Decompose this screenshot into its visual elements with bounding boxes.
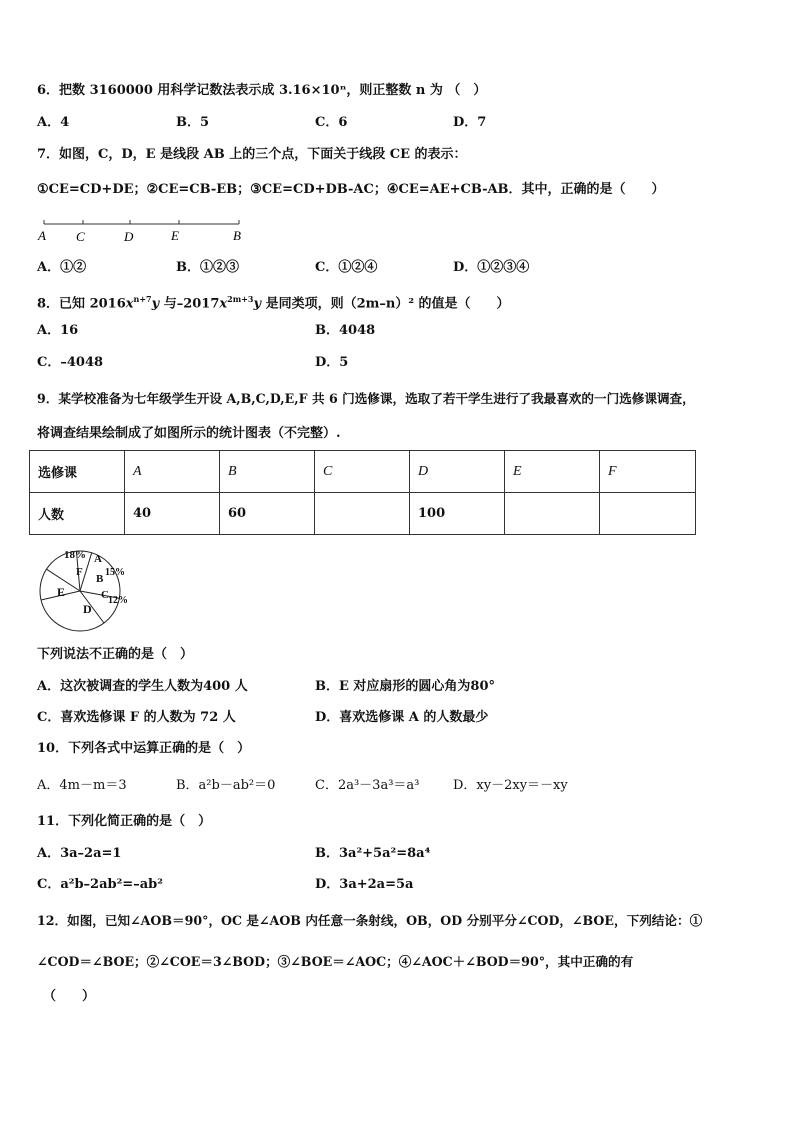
pie-label-e: E: [57, 585, 66, 599]
q11-option-b[interactable]: B．3a²+5a²=8a⁴: [315, 846, 431, 861]
pie-label-b-percent: 15%: [105, 567, 125, 578]
q9-option-c[interactable]: C．喜欢选修课 F 的人数为 72 人: [37, 710, 236, 725]
q8-stem-part2: 与–2017: [159, 296, 220, 312]
q11-option-d[interactable]: D．3a+2a=5a: [315, 877, 414, 892]
table-course-b: B: [220, 451, 315, 493]
pie-chart: [38, 549, 128, 635]
q8-stem-part3: 是同类项，则（2m–n）² 的值是（ ）: [261, 296, 510, 312]
q11-option-a[interactable]: A．3a–2a=1: [37, 846, 122, 861]
table-count-a: 40: [125, 493, 220, 535]
pie-label-c-percent: 12%: [108, 595, 128, 606]
q10-option-b[interactable]: B．a²b－ab²＝0: [176, 778, 276, 793]
q7-option-c[interactable]: C．①②④: [315, 260, 378, 275]
point-label-a: A: [38, 228, 46, 243]
q11-stem: 11．下列化简正确的是（ ）: [37, 814, 212, 829]
table-count-c: [315, 493, 410, 535]
q8-option-a[interactable]: A．16: [37, 323, 79, 338]
pie-label-c: C: [101, 589, 109, 601]
table-row-label: 人数: [30, 493, 125, 535]
q9-option-a[interactable]: A．这次被调查的学生人数为400 人: [37, 679, 248, 694]
point-label-c: C: [76, 229, 85, 244]
q9-question: 下列说法不正确的是（ ）: [37, 647, 194, 662]
q7-option-b[interactable]: B．①②③: [176, 260, 239, 275]
pie-label-f-percent: 18%: [64, 549, 86, 561]
q8-option-b[interactable]: B．4048: [315, 323, 376, 338]
pie-label-a: A: [94, 553, 102, 565]
q8-term1-y: y: [151, 296, 160, 312]
point-label-e: E: [171, 228, 179, 243]
q9-option-b[interactable]: B．E 对应扇形的圆心角为80°: [315, 679, 496, 694]
q12-line2: ∠COD＝∠BOE；②∠COE＝3∠BOD；③∠BOE＝∠AOC；④∠AOC＋∠BOD＝90°，其中正确的有: [37, 954, 634, 969]
survey-table: [29, 450, 696, 535]
q7-stem: 7．如图，C，D，E 是线段 AB 上的三个点，下面关于线段 CE 的表示：: [37, 147, 467, 162]
table-course-f: F: [600, 451, 696, 493]
q8-term1-x: x: [125, 296, 134, 312]
table-count-e: [505, 493, 600, 535]
table-course-a: A: [125, 451, 220, 493]
table-course-c: C: [315, 451, 410, 493]
q7-option-d[interactable]: D．①②③④: [453, 260, 530, 275]
q8-term2-x: x: [219, 296, 228, 312]
table-header-label: 选修课: [30, 451, 125, 493]
q8-term1-exponent: n+7: [133, 294, 152, 304]
pie-label-f: F: [76, 566, 83, 578]
table-course-e: E: [505, 451, 600, 493]
table-count-f: [600, 493, 696, 535]
table-course-d: D: [410, 451, 505, 493]
table-count-d: 100: [410, 493, 505, 535]
q11-option-c[interactable]: C．a²b–2ab²=–ab²: [37, 877, 163, 892]
q7-option-a[interactable]: A．①②: [37, 260, 87, 275]
q8-option-c[interactable]: C．–4048: [37, 355, 104, 370]
table-count-b: 60: [220, 493, 315, 535]
table-header-row: [30, 451, 696, 493]
q10-option-a[interactable]: A．4m－m＝3: [37, 778, 127, 793]
q6-option-a[interactable]: A．4: [37, 115, 70, 130]
line-segment-diagram: [36, 216, 252, 246]
q9-stem-line1: 9．某学校准备为七年级学生开设 A,B,C,D,E,F 共 6 门选修课，选取了若干学生进行了我最喜欢的一门选修课调查，: [37, 391, 695, 406]
q10-option-d[interactable]: D．xy－2xy＝－xy: [453, 778, 568, 793]
q12-line1: 12．如图，已知∠AOB＝90°，OC 是∠AOB 内任意一条射线，OB，OD 分别平分∠COD，∠BOE，下列结论：①: [37, 913, 703, 928]
q7-statements: ①CE=CD+DE；②CE=CB-EB；③CE=CD+DB-AC；④CE=AE+CB-AB．其中，正确的是（ ）: [37, 182, 665, 197]
q8-term2-y: y: [253, 296, 262, 312]
q10-option-c[interactable]: C．2a³－3a³＝a³: [315, 778, 420, 793]
q8-stem-part1: 8．已知 2016: [37, 296, 126, 312]
point-label-d: D: [124, 229, 134, 244]
q6-option-d[interactable]: D．7: [453, 115, 487, 130]
q6-option-c[interactable]: C．6: [315, 115, 348, 130]
q12-answer-bracket: （ ）: [43, 989, 96, 1004]
table-data-row: [30, 493, 696, 535]
q9-option-d[interactable]: D．喜欢选修课 A 的人数最少: [315, 710, 489, 725]
q10-stem: 10．下列各式中运算正确的是（ ）: [37, 741, 251, 756]
pie-label-d: D: [83, 602, 92, 616]
point-label-b: B: [233, 228, 241, 243]
q6-stem: 6．把数 3160000 用科学记数法表示成 3.16×10ⁿ，则正整数 n 为 （ ）: [37, 83, 487, 98]
pie-label-b: B: [96, 573, 104, 585]
q8-option-d[interactable]: D．5: [315, 355, 349, 370]
q6-option-b[interactable]: B．5: [176, 115, 210, 130]
q8-stem: [37, 290, 510, 313]
q8-term2-exponent: 2m+3: [227, 294, 254, 304]
q9-stem-line2: 将调查结果绘制成了如图所示的统计图表（不完整）.: [37, 426, 341, 441]
